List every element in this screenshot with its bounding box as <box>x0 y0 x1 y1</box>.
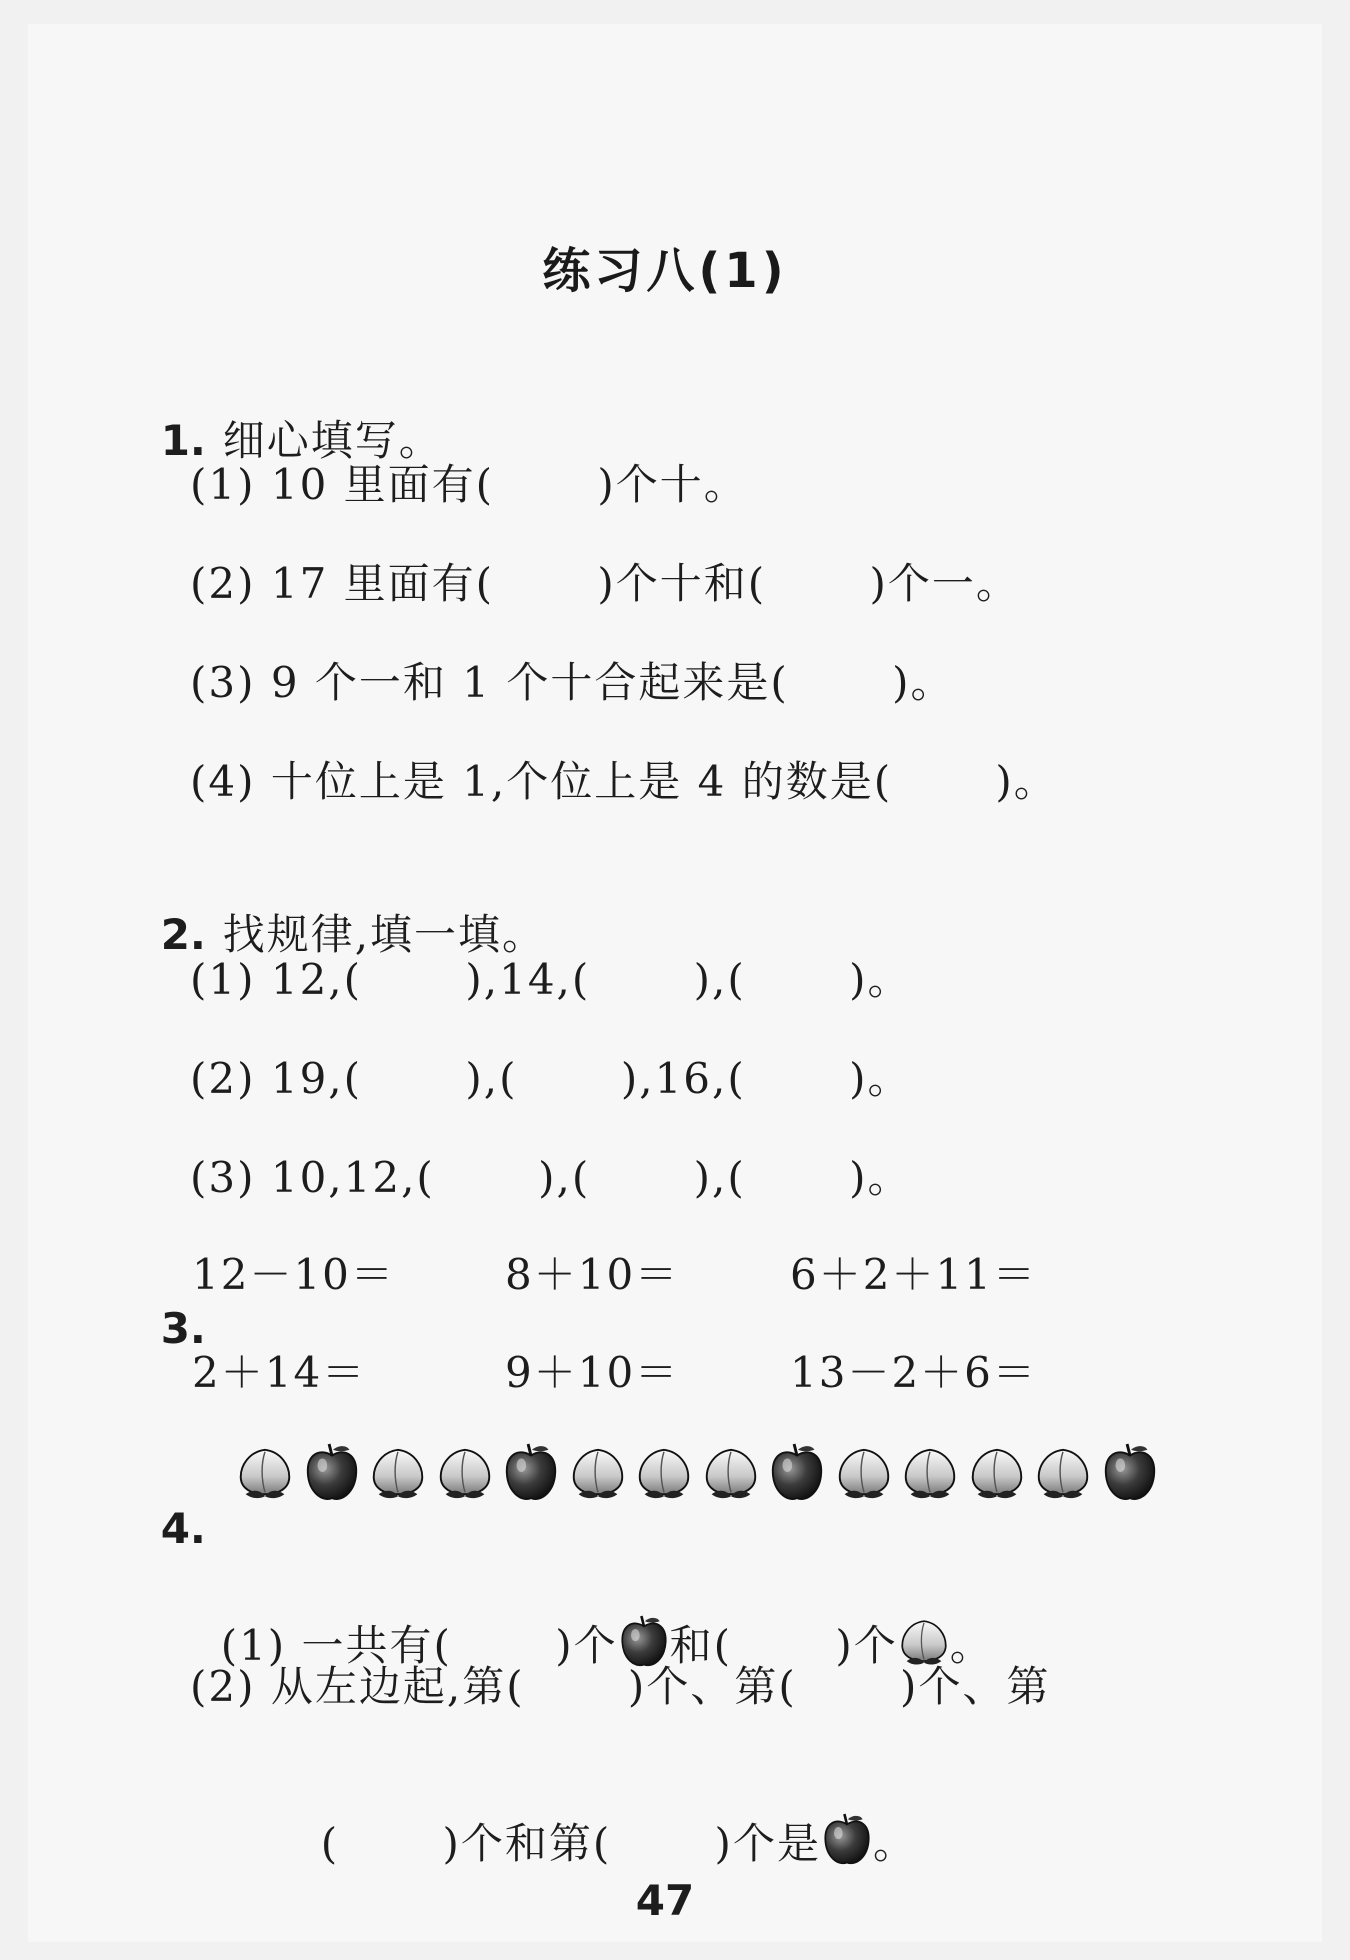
apple-icon <box>821 1812 873 1868</box>
peach-icon <box>236 1440 294 1506</box>
page-title: 练习八(1) <box>542 243 788 299</box>
q2-number: 2. <box>160 910 206 959</box>
q3-eq-1: 12－10＝ <box>192 1250 395 1299</box>
peach-icon <box>702 1440 760 1506</box>
q4-item-2-text-a: ( )个和第( )个是 <box>320 1819 821 1868</box>
q4-item-1-text-b: 和( )个 <box>669 1621 898 1670</box>
peach-icon <box>1034 1440 1092 1506</box>
q4-number: 4. <box>160 1504 206 1553</box>
peach-icon <box>901 1440 959 1506</box>
q4-item-2-text-b: 。 <box>872 1819 917 1868</box>
q1-header <box>130 360 443 468</box>
q4-number-line <box>130 1448 223 1556</box>
q4-item-1-text-a: (1) 一共有( )个 <box>220 1621 618 1670</box>
peach-icon <box>369 1440 427 1506</box>
q1-item-1: (1) 10 里面有( )个十。 <box>190 460 748 509</box>
q1-item-3: (3) 9 个一和 1 个十合起来是( )。 <box>190 658 955 707</box>
apple-icon <box>1101 1440 1159 1506</box>
q3-number: 3. <box>160 1304 206 1353</box>
q3-eq-3: 6＋2＋11＝ <box>790 1250 1037 1299</box>
apple-icon <box>502 1440 560 1506</box>
page-number: 47 <box>635 1876 695 1925</box>
peach-icon <box>635 1440 693 1506</box>
q1-item-4: (4) 十位上是 1,个位上是 4 的数是( )。 <box>190 757 1058 806</box>
apple-icon <box>768 1440 826 1506</box>
q2-item-3: (3) 10,12,( ),( ),( )。 <box>190 1153 912 1202</box>
q3-eq-2: 8＋10＝ <box>505 1250 680 1299</box>
q1-item-2: (2) 17 里面有( )个十和( )个一。 <box>190 559 1020 608</box>
q2-header <box>130 854 546 962</box>
apple-icon <box>303 1440 361 1506</box>
q4-item-1-text-c: 。 <box>949 1621 994 1670</box>
q1-number: 1. <box>160 416 206 465</box>
q4-item-1 <box>190 1560 994 1673</box>
q3-eq-5: 9＋10＝ <box>505 1348 680 1397</box>
peach-icon <box>968 1440 1026 1506</box>
q2-item-1: (1) 12,( ),14,( ),( )。 <box>190 955 912 1004</box>
q3-eq-6: 13－2＋6＝ <box>790 1348 1037 1397</box>
q2-item-2: (2) 19,( ),( ),16,( )。 <box>190 1054 912 1103</box>
peach-icon <box>436 1440 494 1506</box>
peach-icon <box>569 1440 627 1506</box>
q3-eq-4: 2＋14＝ <box>192 1348 367 1397</box>
q4-item-2-line-2 <box>290 1758 917 1871</box>
peach-icon <box>835 1440 893 1506</box>
q1-heading: 细心填写。 <box>222 416 443 465</box>
fruit-sequence <box>236 1440 1166 1510</box>
q4-item-2-line-1: (2) 从左边起,第( )个、第( )个、第 <box>190 1662 1051 1711</box>
q2-heading: 找规律,填一填。 <box>222 910 547 959</box>
